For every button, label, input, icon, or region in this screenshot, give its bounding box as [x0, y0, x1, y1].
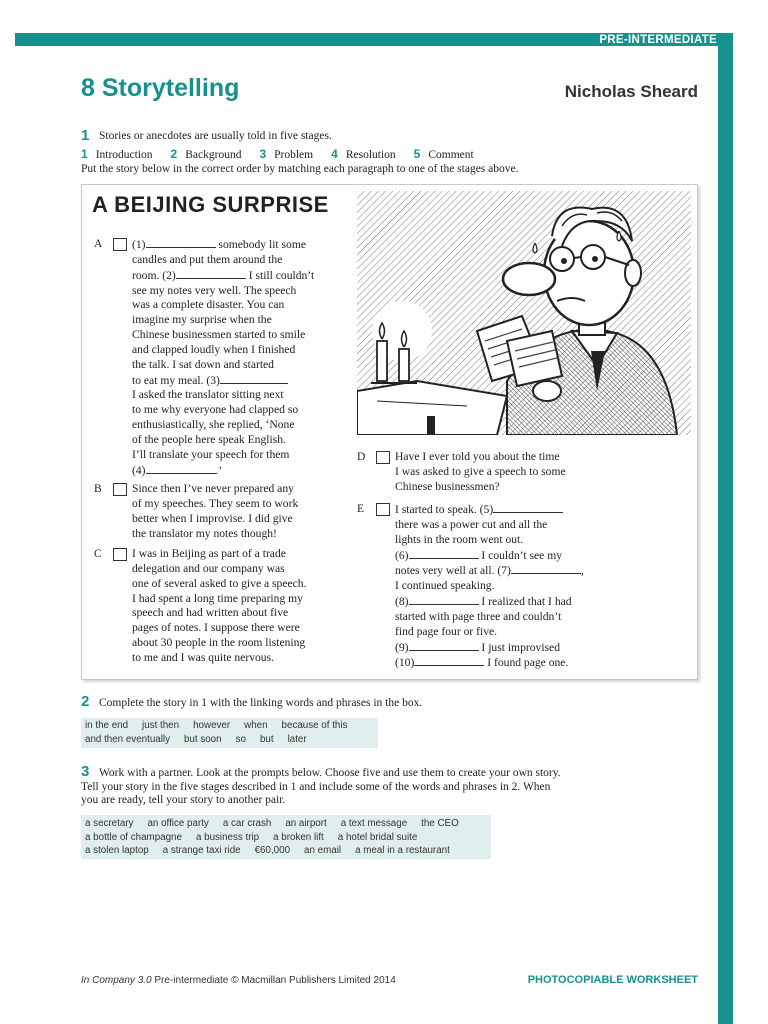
paragraph-text: Since then I’ve never prepared any of my speeches. They seem to work better when I improvise. I did give the translator my notes though! — [132, 482, 299, 540]
story-title: A BEIJING SURPRISE — [92, 192, 329, 217]
prompt-item: a text message — [340, 818, 408, 829]
stage-item: 2 Background — [170, 147, 242, 161]
footer-copyright: In Company 3.0 Pre-intermediate © Macmillan Publishers Limited 2014 — [81, 975, 396, 986]
paragraph-label: A — [94, 238, 103, 250]
prompt-item: a broken lift — [273, 831, 324, 843]
story-panel — [81, 184, 698, 680]
prompt-item: an office party — [147, 818, 209, 829]
stage-item: 4 Resolution — [331, 147, 396, 161]
prompt-item: an email — [304, 845, 342, 856]
word-row — [85, 733, 378, 747]
paragraph-text: (1) somebody lit some candles and put them around the room. (2) I still couldn’t see my notes very well. The speech was a complete disaster. You can imagine my surprise when the Chinese businessmen started to smile and clapped loudly when I finished the talk. I sat down and started to eat my meal. (3) I asked the translator sitting next to me why everyone had clapped so enthusiastically, she replied, ‘None of the people here speak English. I’ll translate your speech for them (4) .’ — [132, 238, 315, 477]
task3-instruction: Work with a partner. Look at the prompts below. Choose five and use them to create your own story. Tell your story in the five stages described in 1 and include some of the words and phrases in 2. When you are ready, tell your story to another pair. — [81, 767, 561, 806]
prompt-item: €60,000 — [254, 845, 291, 856]
task2-number: 2 — [81, 693, 90, 710]
prompt-item: an airport — [285, 818, 327, 829]
word-item: and then eventually — [85, 733, 170, 745]
word-item: but soon — [183, 733, 222, 745]
paragraph-label: D — [357, 451, 366, 463]
word-item: however — [193, 720, 231, 731]
author-name: Nicholas Sheard — [564, 82, 698, 101]
answer-checkbox[interactable] — [113, 483, 127, 496]
answer-checkbox[interactable] — [113, 548, 127, 561]
prompt-row — [85, 831, 491, 845]
word-item: later — [287, 733, 307, 745]
prompt-item: the CEO — [421, 818, 459, 829]
task3-number: 3 — [81, 763, 90, 780]
task1-intro: Stories or anecdotes are usually told in five stages. — [99, 130, 332, 142]
word-item: but — [259, 733, 274, 745]
stage-item: 3 Problem — [259, 147, 314, 161]
prompts-box — [81, 815, 491, 859]
cartoon-illustration — [357, 191, 691, 435]
task2-instruction: Complete the story in 1 with the linking words and phrases in the box. — [99, 697, 423, 709]
prompt-row — [85, 844, 491, 858]
paragraph-text: I was in Beijing as part of a trade delegation and our company was one of several asked to give a speech. I had spent a long time preparing my speech and had written about five pages of notes. I suppose there were about 30 people in the room listening to me and I was quite nervous. — [132, 547, 307, 664]
stage-list — [81, 147, 492, 161]
prompt-item: a secretary — [85, 818, 134, 829]
stage-item: 1 Introduction — [81, 147, 153, 161]
prompt-row — [85, 817, 491, 831]
prompt-item: a bottle of champagne — [85, 831, 182, 843]
prompt-item: a car crash — [222, 818, 272, 829]
task1-number: 1 — [81, 127, 90, 144]
answer-checkbox[interactable] — [376, 503, 390, 516]
prompt-item: a meal in a restaurant — [355, 845, 450, 856]
linking-words-box — [81, 718, 378, 748]
answer-checkbox[interactable] — [376, 451, 390, 464]
header-bar — [15, 33, 733, 46]
paragraph-label: B — [94, 483, 102, 495]
word-item: just then — [142, 720, 180, 731]
word-item: so — [235, 733, 246, 745]
level-label: PRE-INTERMEDIATE — [599, 34, 717, 46]
paragraph-label: C — [94, 548, 102, 560]
word-item: in the end — [85, 720, 129, 731]
word-item: when — [244, 720, 268, 731]
stage-item: 5 Comment — [413, 147, 474, 161]
word-item: because of this — [281, 720, 348, 731]
task1-instruction: Put the story below in the correct order by matching each paragraph to one of the stages above. — [81, 163, 519, 175]
side-stripe — [718, 33, 733, 1024]
paragraph-text: I started to speak. (5) there was a power cut and all the lights in the room went out. (6) I couldn’t see my notes very well at all. (7) , I continued speaking. (8) I realized that I had started with page three and couldn’t find page four or five. (9) I just improvised (10) I found page one. — [395, 503, 584, 670]
word-row — [85, 719, 378, 733]
paragraph-label: E — [357, 503, 365, 515]
footer-worksheet-label: PHOTOCOPIABLE WORKSHEET — [527, 974, 698, 986]
paragraph-text: Have I ever told you about the time I was asked to give a speech to some Chinese businessmen? — [395, 450, 566, 493]
prompt-item: a stolen laptop — [85, 845, 149, 856]
prompt-item: a strange taxi ride — [162, 845, 241, 856]
prompt-item: a hotel bridal suite — [337, 831, 418, 843]
page-title: 8 Storytelling — [81, 74, 240, 102]
prompt-item: a business trip — [195, 831, 260, 843]
answer-checkbox[interactable] — [113, 238, 127, 251]
